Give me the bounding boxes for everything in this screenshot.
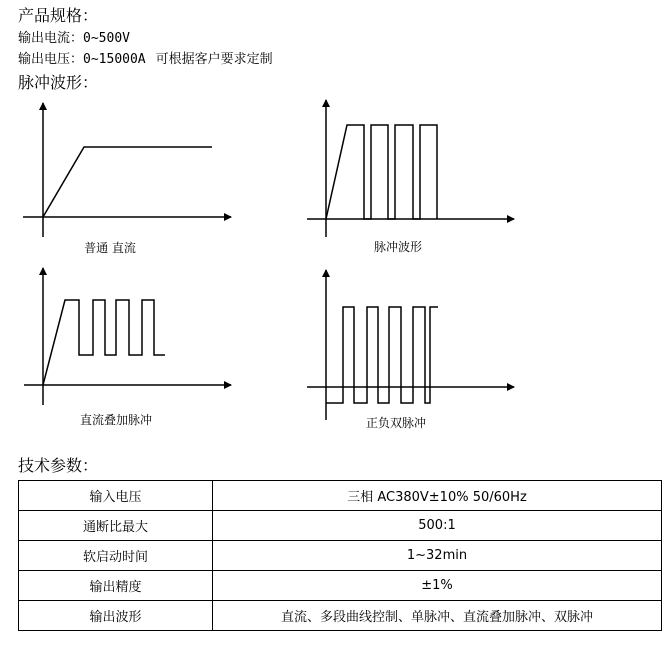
table-row [19, 571, 662, 601]
waveform-heading: 脉冲波形： [18, 73, 99, 92]
param-name-cell: 输出波形 [19, 601, 213, 631]
bipolar-waveform-caption: 正负双脉冲 [365, 416, 427, 430]
param-name-cell: 输出精度 [19, 571, 213, 601]
param-value-cell: ±1% [213, 571, 662, 601]
params-table [18, 480, 662, 631]
table-row [19, 511, 662, 541]
table-row [19, 541, 662, 571]
bipolar-signal [326, 307, 438, 403]
param-value-cell: 500:1 [213, 511, 662, 541]
param-value-cell: 1~32min [213, 541, 662, 571]
param-value-cell: 直流、多段曲线控制、单脉冲、直流叠加脉冲、双脉冲 [213, 601, 662, 631]
output-current-label: 输出电流： [18, 31, 84, 46]
customization-note: 可根据客户要求定制 [155, 52, 273, 67]
table-row [19, 601, 662, 631]
output-voltage-value: 0~15000A [83, 52, 146, 67]
param-name-cell: 软启动时间 [19, 541, 213, 571]
dc-waveform-caption: 普通 直流 [84, 241, 136, 255]
param-name-cell: 输入电压 [19, 481, 213, 511]
params-heading: 技术参数： [18, 456, 99, 475]
pulse-signal [326, 125, 437, 219]
spec-heading: 产品规格： [18, 6, 99, 25]
output-voltage-label: 输出电压： [18, 52, 84, 67]
output-current-value: 0~500V [83, 31, 130, 46]
dc-signal [43, 147, 212, 217]
param-value-cell: 三相 AC380V±10% 50/60Hz [213, 481, 662, 511]
dc-pulse-waveform-diagram [24, 268, 231, 405]
param-name-cell: 通断比最大 [19, 511, 213, 541]
pulse-waveform-caption: 脉冲波形 [373, 240, 423, 254]
table-row [19, 481, 662, 511]
bipolar-pulse-waveform-diagram [307, 270, 514, 420]
dc-pulse-waveform-caption: 直流叠加脉冲 [79, 413, 153, 427]
dc-pulse-signal [43, 300, 165, 385]
pulse-waveform-diagram [307, 100, 514, 237]
dc-waveform-diagram [23, 103, 231, 237]
